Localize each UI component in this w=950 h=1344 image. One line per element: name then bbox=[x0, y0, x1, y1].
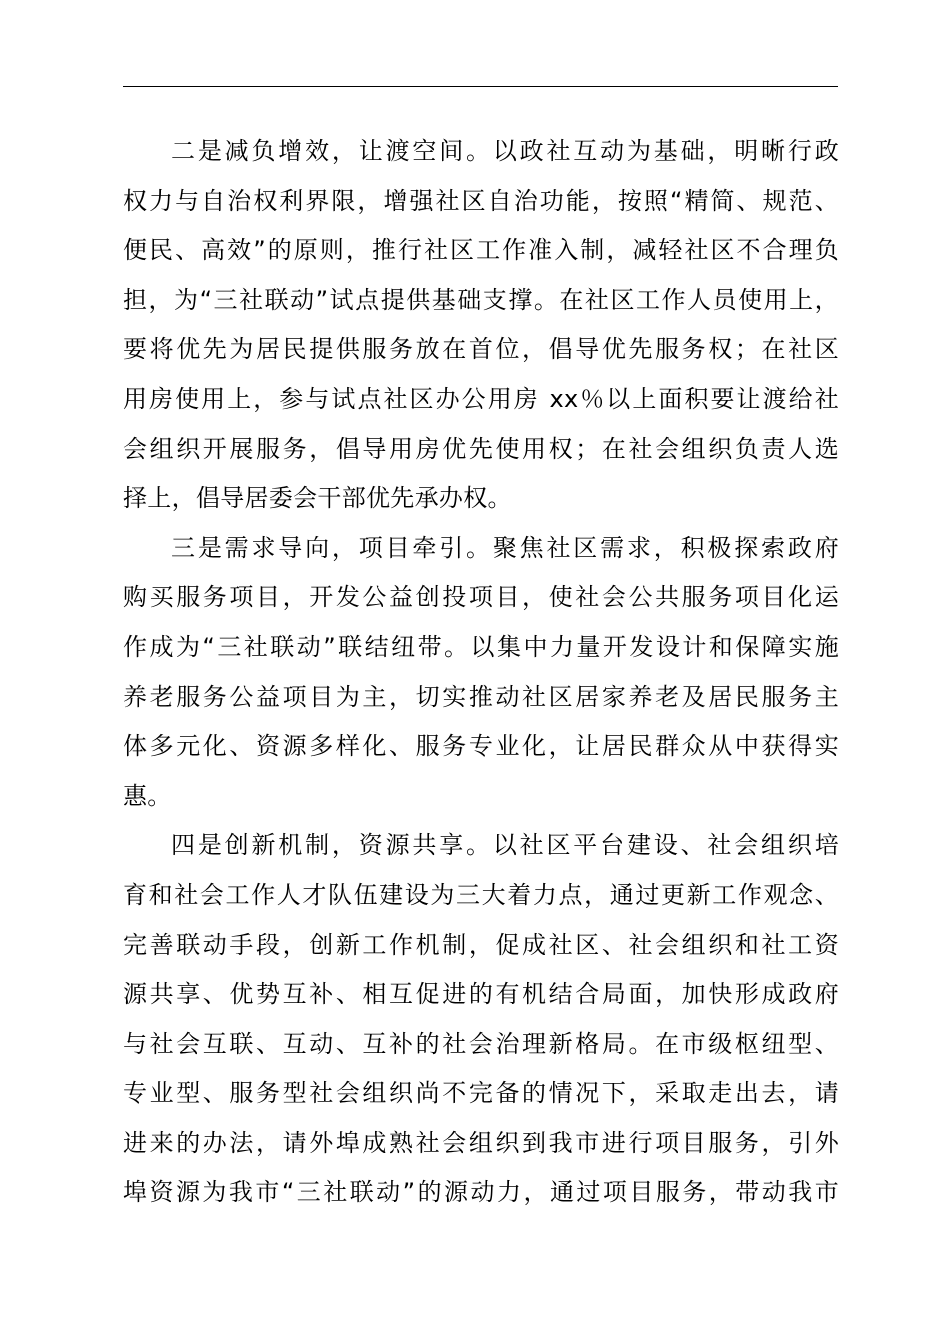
paragraph-line: 二是减负增效，让渡空间。以政社互动为基础，明晰行政 bbox=[171, 137, 839, 165]
paragraph-line: 惠。 bbox=[123, 781, 172, 810]
paragraph-line: 完善联动手段，创新工作机制，促成社区、社会组织和社工资 bbox=[123, 930, 839, 959]
paragraph-line: 用房使用上，参与试点社区办公用房 xx％以上面积要让渡给社 bbox=[123, 384, 839, 413]
paragraph-line: 三是需求导向，项目牵引。聚焦社区需求，积极探索政府 bbox=[171, 533, 839, 562]
paragraph-line: 购买服务项目，开发公益创投项目，使社会公共服务项目化运 bbox=[123, 583, 839, 612]
paragraph-line: 择上，倡导居委会干部优先承办权。 bbox=[123, 484, 512, 513]
paragraph-line: 要将优先为居民提供服务放在首位，倡导优先服务权；在社区 bbox=[123, 335, 839, 364]
paragraph-line: 四是创新机制，资源共享。以社区平台建设、社会组织培 bbox=[171, 831, 839, 860]
paragraph-line: 便民、高效”的原则，推行社区工作准入制，减轻社区不合理负 bbox=[123, 236, 839, 265]
paragraph-line: 作成为“三社联动”联结纽带。以集中力量开发设计和保障实施 bbox=[123, 632, 839, 661]
paragraph-line: 权力与自治权利界限，增强社区自治功能，按照“精简、规范、 bbox=[123, 186, 839, 215]
paragraph-line: 担，为“三社联动”试点提供基础支撑。在社区工作人员使用上， bbox=[123, 285, 839, 314]
paragraph-line: 进来的办法，请外埠成熟社会组织到我市进行项目服务，引外 bbox=[123, 1128, 839, 1157]
paragraph-line: 专业型、服务型社会组织尚不完备的情况下，采取走出去，请 bbox=[123, 1079, 839, 1108]
header-rule bbox=[123, 86, 838, 87]
paragraph-line: 埠资源为我市“三社联动”的源动力，通过项目服务，带动我市 bbox=[123, 1178, 839, 1207]
document-body bbox=[123, 127, 839, 1218]
paragraph-line: 与社会互联、互动、互补的社会治理新格局。在市级枢纽型、 bbox=[123, 1029, 839, 1058]
paragraph-line: 养老服务公益项目为主，切实推动社区居家养老及居民服务主 bbox=[123, 682, 839, 711]
paragraph-line: 体多元化、资源多样化、服务专业化，让居民群众从中获得实 bbox=[123, 732, 839, 761]
paragraph-line: 会组织开展服务，倡导用房优先使用权；在社会组织负责人选 bbox=[123, 434, 839, 463]
paragraph-line: 育和社会工作人才队伍建设为三大着力点，通过更新工作观念、 bbox=[123, 880, 839, 909]
paragraph-line: 源共享、优势互补、相互促进的有机结合局面，加快形成政府 bbox=[123, 980, 839, 1009]
